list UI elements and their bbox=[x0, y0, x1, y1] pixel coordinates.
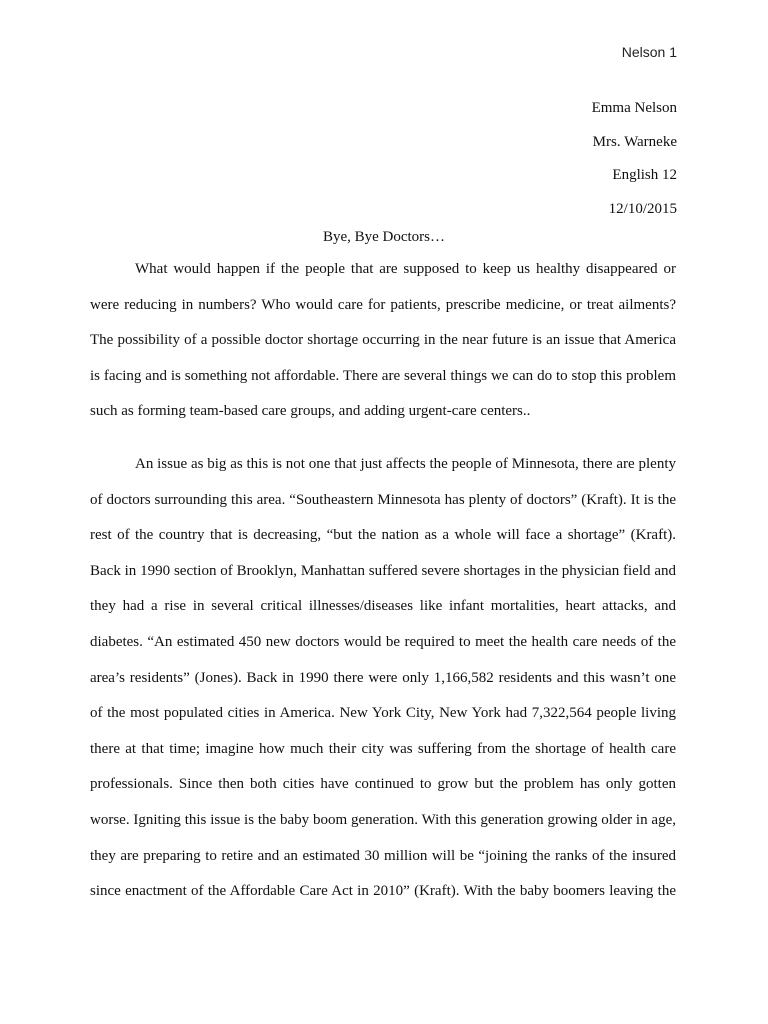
paragraph-line: worse. Igniting this issue is the baby boom generation. With this generation growing older in age, bbox=[90, 811, 676, 828]
paragraph-line: diabetes. “An estimated 450 new doctors would be required to meet the health care needs of the bbox=[90, 633, 676, 650]
paragraph-line: rest of the country that is decreasing, “but the nation as a whole will face a shortage” (Kraft). bbox=[90, 527, 676, 544]
paragraph-line: there at that time; imagine how much their city was suffering from the shortage of health care bbox=[90, 740, 676, 757]
paragraph-line: Back in 1990 section of Brooklyn, Manhattan suffered severe shortages in the physician field and bbox=[90, 562, 676, 579]
paragraph-line: of the most populated cities in America. New York City, New York had 7,322,564 people living bbox=[90, 705, 676, 722]
paragraph-line: they are preparing to retire and an estimated 30 million will be “joining the ranks of the insured bbox=[90, 847, 676, 864]
author-name: Emma Nelson bbox=[591, 100, 677, 116]
paragraph-line: professionals. Since then both cities have continued to grow but the problem has only gotten bbox=[90, 776, 676, 793]
paragraph-line: The possibility of a possible doctor shortage occurring in the near future is an issue that America bbox=[90, 332, 676, 349]
essay-date: 12/10/2015 bbox=[608, 200, 677, 217]
paragraph-line: area’s residents” (Jones). Back in 1990 there were only 1,166,582 residents and this wasn’t one bbox=[90, 669, 676, 686]
paragraph-line: An issue as big as this is not one that just affects the people of Minnesota, there are plenty bbox=[135, 456, 676, 472]
paragraph-line: were reducing in numbers? Who would care for patients, prescribe medicine, or treat ailments? bbox=[90, 296, 676, 313]
paragraph-line: such as forming team-based care groups, and adding urgent-care centers.. bbox=[90, 403, 531, 420]
running-head: Nelson 1 bbox=[621, 44, 677, 60]
paragraph-line: is facing and is something not affordable. There are several things we can do to stop this problem bbox=[90, 367, 676, 384]
heading-block bbox=[592, 92, 677, 226]
paragraph-line: they had a rise in several critical illnesses/diseases like infant mortalities, heart attacks, and bbox=[90, 598, 676, 615]
paragraph-line: since enactment of the Affordable Care Act in 2010” (Kraft). With the baby boomers leaving the bbox=[90, 883, 676, 900]
paragraph-1 bbox=[90, 252, 676, 430]
paragraph-line: What would happen if the people that are supposed to keep us healthy disappeared or bbox=[135, 261, 676, 277]
course-name: English 12 bbox=[612, 167, 677, 183]
paragraph-line: of doctors surrounding this area. “Southeastern Minnesota has plenty of doctors” (Kraft). It is the bbox=[90, 491, 676, 508]
teacher-name: Mrs. Warneke bbox=[592, 133, 677, 150]
essay-title: Bye, Bye Doctors… bbox=[322, 229, 446, 245]
paragraph-2 bbox=[90, 447, 676, 910]
